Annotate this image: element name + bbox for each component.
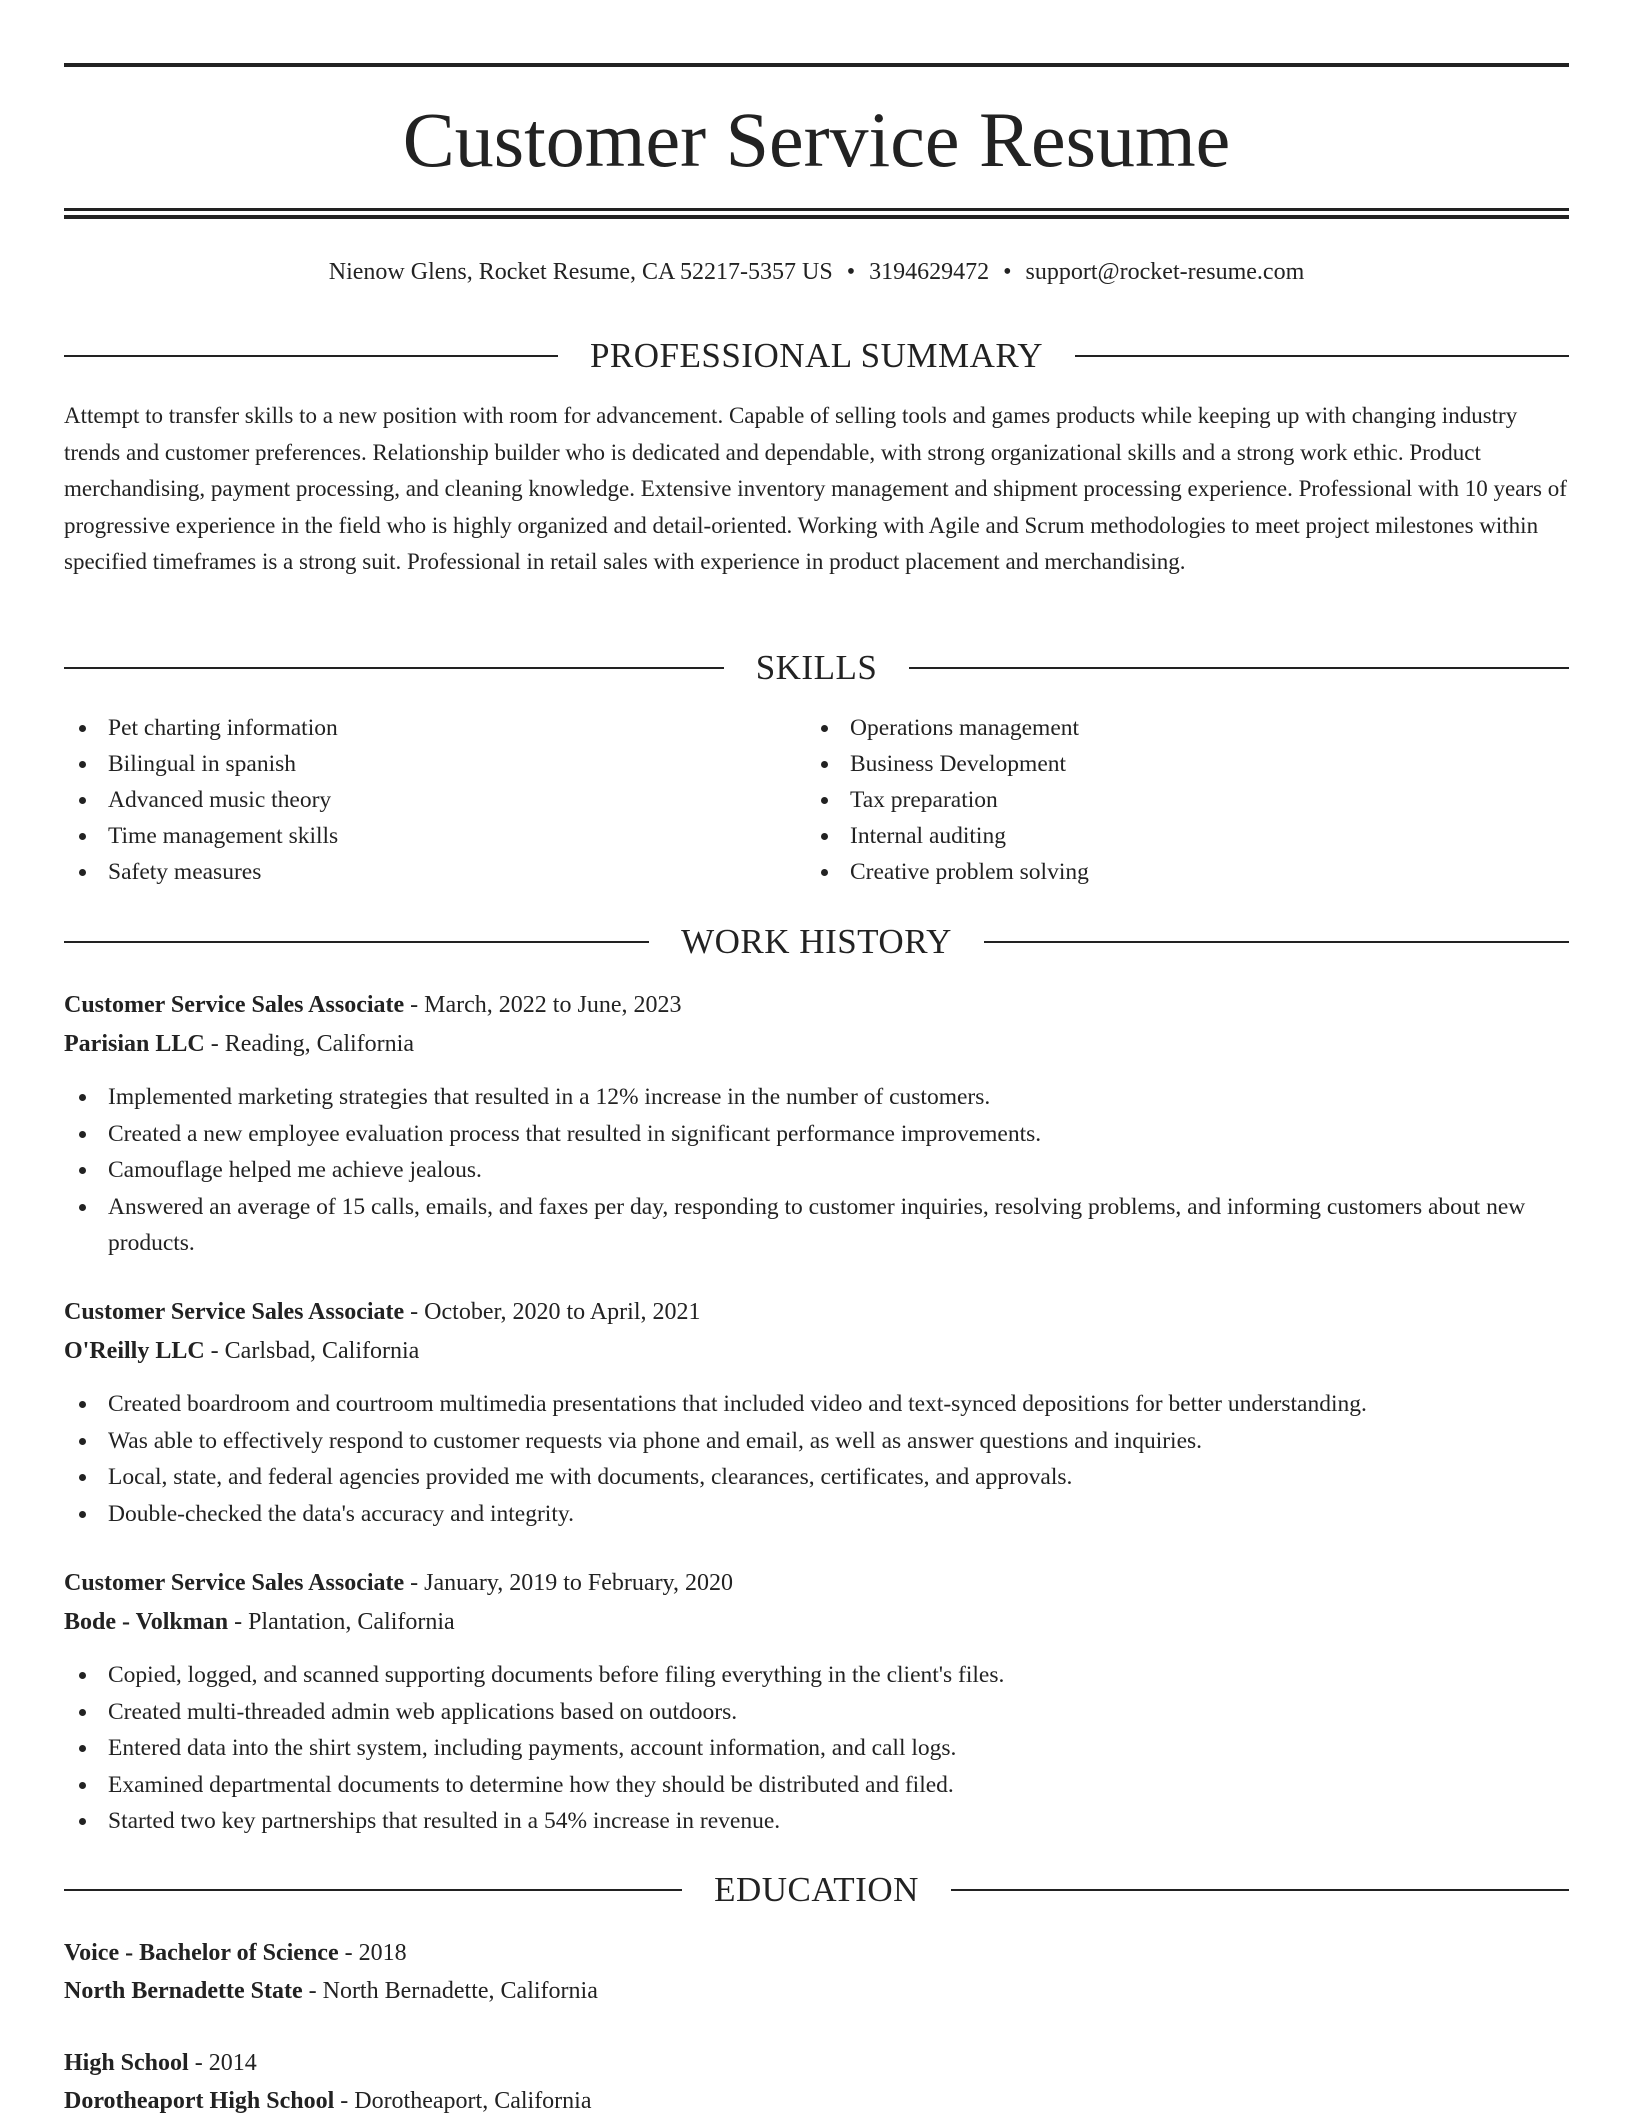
title-rule-lower [64, 215, 1569, 219]
skill-item: Safety measures [64, 854, 764, 890]
skill-item: Tax preparation [806, 782, 1506, 818]
company-location: Carlsbad, California [224, 1338, 420, 1364]
job-bullets [64, 1657, 1569, 1840]
job-bullet: Double-checked the data's accuracy and integrity. [64, 1496, 1569, 1533]
school-name: North Bernadette State [64, 1978, 303, 2004]
job-company-line: Bode - Volkman - Plantation, California [64, 1609, 455, 1635]
job-bullet: Created a new employee evaluation process that resulted in significant performance improvements. [64, 1116, 1569, 1153]
job-title: Customer Service Sales Associate [64, 1299, 405, 1325]
job-bullet: Copied, logged, and scanned supporting documents before filing everything in the client's files. [64, 1657, 1569, 1694]
job-bullet: Camouflage helped me achieve jealous. [64, 1152, 1569, 1189]
job-bullet: Implemented marketing strategies that resulted in a 12% increase in the number of customers. [64, 1079, 1569, 1116]
job-bullets [64, 1079, 1569, 1262]
top-rule [64, 63, 1569, 67]
company-name: Parisian LLC [64, 1031, 205, 1057]
heading-rule [64, 941, 649, 943]
school-location: North Bernadette, California [322, 1978, 598, 2004]
heading-rule [1075, 355, 1569, 357]
job-title: Customer Service Sales Associate [64, 992, 405, 1018]
education-school-line: Dorotheaport High School - Dorotheaport, California [64, 2088, 592, 2114]
school-location: Dorotheaport, California [354, 2088, 592, 2114]
job-bullet: Answered an average of 15 calls, emails, and faxes per day, responding to customer inquiries, resolving problems, and informing customers about new products. [64, 1189, 1569, 1262]
contact-phone: 3194629472 [869, 259, 990, 285]
job-bullet: Entered data into the shirt system, including payments, account information, and call logs. [64, 1730, 1569, 1767]
job-company-line: Parisian LLC - Reading, California [64, 1031, 414, 1057]
heading-rule [64, 1889, 682, 1891]
job-title: Customer Service Sales Associate [64, 1570, 405, 1596]
section-title: WORK HISTORY [681, 922, 952, 961]
job-bullet: Examined departmental documents to determine how they should be distributed and filed. [64, 1767, 1569, 1804]
skill-item: Creative problem solving [806, 854, 1506, 890]
heading-rule [64, 667, 724, 669]
resume-title: Customer Service Resume [402, 96, 1231, 183]
contact-separator: • [846, 259, 856, 285]
summary-text: Attempt to transfer skills to a new position with room for advancement. Capable of selling tools and games products while keeping up with changing industry trends and customer preferences. Relationship builder who is dedicated and dependable, with strong organizational skills and a strong work ethic. Product merchandising, payment processing, and cleaning knowledge. Extensive inventory management and shipment processing experience. Professional with 10 years of progressive experience in the field who is highly organized and detail-oriented. Working with Agile and Scrum methodologies to meet project milestones within specified timeframes is a strong suit. Professional in retail sales with experience in product placement and merchandising. [64, 403, 1567, 574]
degree-name: High School [64, 2050, 189, 2076]
section-title: SKILLS [755, 648, 878, 687]
job-bullet: Started two key partnerships that resulted in a 54% increase in revenue. [64, 1803, 1569, 1840]
section-heading-education [64, 1868, 1569, 1912]
company-location: Plantation, California [248, 1609, 455, 1635]
education-degree-line: High School - 2014 [64, 2050, 257, 2076]
job-company-line: O'Reilly LLC - Carlsbad, California [64, 1338, 420, 1364]
job-title-line: Customer Service Sales Associate - October, 2020 to April, 2021 [64, 1299, 701, 1325]
company-name: O'Reilly LLC [64, 1338, 205, 1364]
skill-item: Advanced music theory [64, 782, 764, 818]
heading-rule [951, 1889, 1569, 1891]
job-dates: January, 2019 to February, 2020 [424, 1570, 733, 1596]
contact-line [64, 254, 1569, 290]
job-dates: March, 2022 to June, 2023 [424, 992, 682, 1018]
contact-email: support@rocket-resume.com [1025, 259, 1305, 285]
section-title: PROFESSIONAL SUMMARY [589, 336, 1044, 375]
heading-rule [909, 667, 1569, 669]
skill-item: Time management skills [64, 818, 764, 854]
skills-list-right [806, 710, 1506, 890]
skill-item: Internal auditing [806, 818, 1506, 854]
heading-rule [984, 941, 1569, 943]
contact-address: Nienow Glens, Rocket Resume, CA 52217-5357 US [328, 259, 833, 285]
job-dates: October, 2020 to April, 2021 [424, 1299, 701, 1325]
degree-name: Voice - Bachelor of Science [64, 1940, 339, 1966]
education-school-line: North Bernadette State - North Bernadette, California [64, 1978, 598, 2004]
skills-list-left [64, 710, 764, 890]
job-title-line: Customer Service Sales Associate - January, 2019 to February, 2020 [64, 1570, 733, 1596]
company-name: Bode - Volkman [64, 1609, 229, 1635]
title-rule-upper [64, 208, 1569, 211]
section-heading-work-history [64, 920, 1569, 964]
school-name: Dorotheaport High School [64, 2088, 335, 2114]
education-degree-line: Voice - Bachelor of Science - 2018 [64, 1940, 407, 1966]
skill-item: Bilingual in spanish [64, 746, 764, 782]
job-bullet: Created boardroom and courtroom multimedia presentations that included video and text-synced depositions for better understanding. [64, 1386, 1569, 1423]
job-title-line: Customer Service Sales Associate - March, 2022 to June, 2023 [64, 992, 682, 1018]
heading-rule [64, 355, 558, 357]
job-bullet: Was able to effectively respond to customer requests via phone and email, as well as answer questions and inquiries. [64, 1423, 1569, 1460]
section-title: EDUCATION [714, 1870, 919, 1909]
section-heading-skills [64, 646, 1569, 690]
contact-separator: • [1003, 259, 1012, 285]
degree-year: 2018 [358, 1940, 407, 1966]
company-location: Reading, California [224, 1031, 414, 1057]
job-bullets [64, 1386, 1569, 1532]
section-heading-summary [64, 334, 1569, 378]
skill-item: Pet charting information [64, 710, 764, 746]
skill-item: Business Development [806, 746, 1506, 782]
job-bullet: Created multi-threaded admin web applications based on outdoors. [64, 1694, 1569, 1731]
job-bullet: Local, state, and federal agencies provided me with documents, clearances, certificates, and approvals. [64, 1459, 1569, 1496]
degree-year: 2014 [208, 2050, 257, 2076]
skill-item: Operations management [806, 710, 1506, 746]
